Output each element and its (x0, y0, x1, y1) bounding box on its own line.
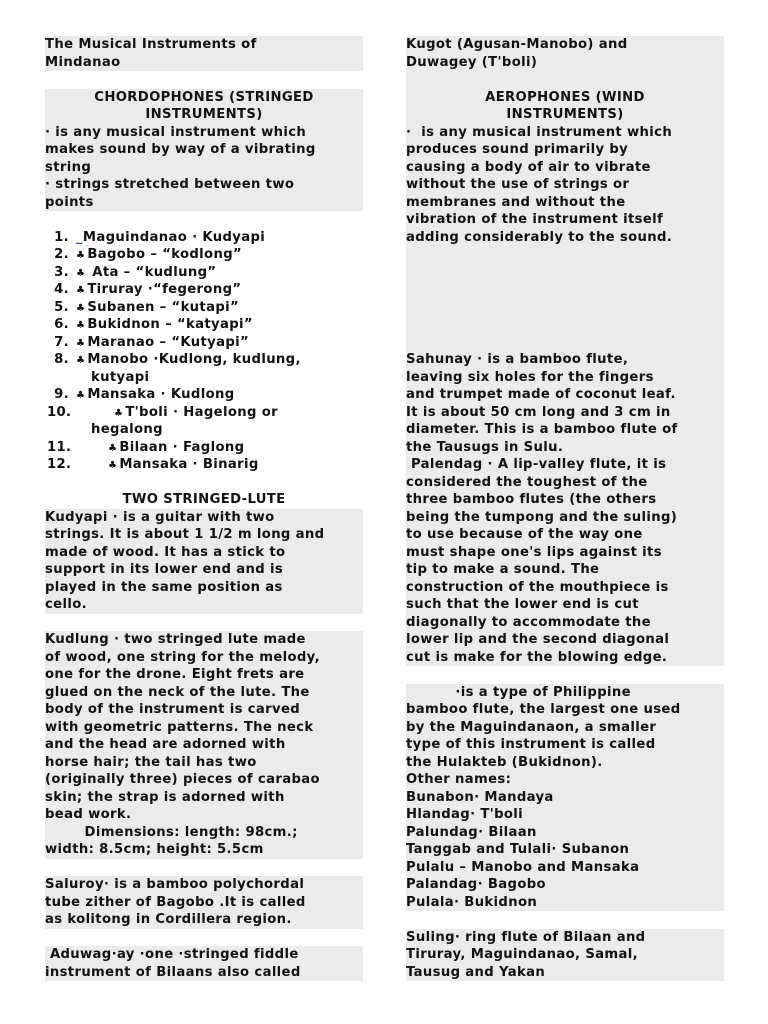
para-line: Kudlung · two stringed lute made (45, 632, 306, 647)
list-item (45, 229, 363, 247)
para-line: considered the toughest of the (406, 474, 648, 490)
club-icon: ♣ (76, 390, 86, 401)
para-line: tip to make a sound. The (406, 562, 600, 577)
para-line: Palendag · A lip-valley flute, it is (406, 457, 667, 472)
list-item-text: Bilaan · Faglong (119, 439, 245, 455)
aerophones-section (406, 36, 724, 351)
club-icon: ♣ (114, 407, 124, 419)
para-line: and the head are adorned with (45, 737, 286, 752)
para-line: Suling· ring flute of Bilaan and (406, 929, 646, 945)
section-heading: INSTRUMENTS) (506, 107, 624, 122)
para-line: Pulalu – Manobo and Mansaka (406, 859, 640, 875)
para-line: three bamboo flutes (the others (406, 492, 657, 507)
para-line: Palundag· Bilaan (406, 824, 537, 840)
list-number: 6. (54, 317, 69, 332)
para-line: with geometric patterns. The neck (45, 719, 314, 735)
definition-line: membranes and without the (406, 194, 626, 210)
philippine-flute-paragraph (406, 684, 724, 912)
club-icon: ♣ (76, 355, 86, 366)
list-number: 12. (47, 457, 72, 472)
title-line: The Musical Instruments of (45, 37, 257, 52)
para-line: Sahunay · is a bamboo flute, (406, 352, 629, 367)
para-line: (originally three) pieces of carabao (45, 772, 320, 787)
list-item (45, 439, 363, 457)
definition-line: causing a body of air to vibrate (406, 159, 651, 175)
list-number: 8. (54, 352, 69, 367)
para-line: Tiruray, Maguindanao, Samal, (406, 947, 638, 962)
para-line: bead work. (45, 807, 132, 822)
list-item (45, 246, 363, 264)
club-icon: ♣ (76, 302, 86, 314)
para-line: as kolitong in Cordillera region. (45, 912, 292, 927)
list-number: 11. (47, 439, 72, 455)
para-line: Dimensions: length: 98cm.; (45, 824, 298, 840)
list-number: 1. (54, 229, 69, 245)
list-item-text: Bukidnon – “katyapi” (87, 317, 253, 332)
section-heading: INSTRUMENTS) (145, 107, 263, 122)
kudlung-paragraph (45, 631, 363, 859)
para-line: Tanggab and Tulali· Subanon (406, 842, 630, 857)
list-item (45, 316, 363, 334)
list-number: 3. (54, 264, 69, 280)
para-line: Bunabon· Mandaya (406, 789, 554, 805)
club-icon: ♣ (108, 442, 118, 454)
aduwag-paragraph (45, 946, 363, 981)
suling-paragraph (406, 929, 724, 982)
para-line: skin; the strap is adorned with (45, 789, 285, 805)
list-item-text: Mansaka · Binarig (119, 457, 259, 472)
para-line: the Tausugs in Sulu. (406, 439, 564, 455)
para-line: played in the same position as (45, 579, 283, 595)
list-item-text: Maguindanao · Kudyapi (82, 229, 266, 245)
para-line: support in its lower end and is (45, 562, 284, 577)
list-item-text: Mansaka · Kudlong (87, 387, 235, 402)
definition-line: adding considerably to the sound. (406, 229, 673, 245)
definition-line: string (45, 159, 92, 175)
para-line: Other names: (406, 772, 512, 787)
list-item (45, 264, 363, 282)
club-icon: ♣ (108, 460, 118, 471)
para-line: cut is make for the blowing edge. (406, 649, 668, 665)
para-line: Saluroy· is a bamboo polychordal (45, 877, 305, 892)
list-item (45, 281, 363, 299)
para-line: width: 8.5cm; height: 5.5cm (45, 842, 264, 857)
definition-line: vibration of the instrument itself (406, 212, 664, 227)
para-line: lower lip and the second diagonal (406, 632, 670, 647)
list-number: 9. (54, 387, 69, 402)
list-number: 2. (54, 247, 69, 262)
title-line: Mindanao (45, 54, 121, 70)
para-line: must shape one's lips against its (406, 544, 662, 560)
chordophone-list (45, 229, 363, 474)
para-line: glued on the neck of the lute. The (45, 684, 310, 700)
definition-line: · is any musical instrument which (406, 124, 673, 140)
list-item-text: Subanen – “kutapi” (87, 299, 240, 315)
left-column (45, 36, 363, 981)
para-line: Tausug and Yakan (406, 964, 546, 980)
list-number: 7. (54, 334, 69, 350)
para-line: to use because of the way one (406, 527, 643, 542)
para-line: construction of the mouthpiece is (406, 579, 669, 595)
para-line: instrument of Bilaans also called (45, 964, 301, 980)
two-stringed-lute-heading: TWO STRINGED-LUTE (122, 492, 286, 507)
para-line: Kugot (Agusan-Manobo) and (406, 37, 628, 52)
para-line: cello. (45, 597, 87, 612)
definition-line: produces sound primarily by (406, 142, 629, 157)
definition-line: without the use of strings or (406, 177, 630, 192)
list-item-continuation: kutyapi (91, 369, 150, 385)
para-line: being the tumpong and the suling) (406, 509, 678, 525)
para-line: body of the instrument is carved (45, 702, 301, 717)
section-heading: CHORDOPHONES (STRINGED (94, 89, 314, 105)
club-icon: ♣ (76, 267, 86, 279)
para-line: Kudyapi · is a guitar with two (45, 509, 275, 525)
list-item-text: Bagobo – “kodlong” (87, 247, 243, 262)
para-line: and trumpet made of coconut leaf. (406, 387, 676, 402)
club-icon: ♣ (76, 337, 86, 349)
list-item-continuation: hegalong (91, 422, 163, 437)
para-line: Aduwag·ay ·one ·stringed fiddle (45, 947, 299, 962)
definition-line: · is any musical instrument which (45, 124, 307, 140)
list-item (45, 334, 363, 352)
para-line: Hlandag· T'boli (406, 807, 524, 822)
list-number: 5. (54, 299, 69, 315)
para-line: bamboo flute, the largest one used (406, 702, 681, 717)
definition-line: · strings stretched between two (45, 177, 295, 192)
club-icon: ♣ (76, 285, 86, 296)
para-line: horse hair; the tail has two (45, 754, 257, 770)
club-icon: ♣ (76, 250, 86, 261)
para-line: diameter. This is a bamboo flute of (406, 422, 678, 437)
para-line: by the Maguindanaon, a smaller (406, 719, 657, 735)
para-line: of wood, one string for the melody, (45, 649, 320, 665)
section-heading: AEROPHONES (WIND (485, 89, 645, 105)
document-title (45, 36, 363, 71)
para-line: diagonally to accommodate the (406, 614, 651, 630)
para-line: Pulala· Bukidnon (406, 894, 538, 910)
list-item (45, 456, 363, 474)
list-number: 4. (54, 282, 69, 297)
list-number: 10. (47, 404, 72, 420)
club-icon: ♣ (76, 320, 86, 331)
para-line: Duwagey (T'boli) (406, 54, 538, 70)
list-item (45, 404, 363, 422)
list-item (45, 299, 363, 317)
list-item (45, 386, 363, 404)
para-line: leaving six holes for the fingers (406, 369, 654, 385)
definition-line: points (45, 194, 94, 210)
right-column (406, 36, 724, 981)
sahunay-palendag-paragraph (406, 351, 724, 666)
para-line: one for the drone. Eight frets are (45, 667, 305, 682)
definition-line: makes sound by way of a vibrating (45, 142, 316, 157)
list-item-text: Manobo ·Kudlong, kudlung, (87, 352, 301, 367)
para-line: type of this instrument is called (406, 737, 656, 752)
para-line: tube zither of Bagobo .It is called (45, 894, 306, 910)
cursor-icon: _ (76, 229, 83, 245)
list-item-text: T'boli · Hagelong or (125, 404, 278, 420)
para-line: strings. It is about 1 1/2 m long and (45, 527, 325, 542)
para-line: made of wood. It has a stick to (45, 544, 286, 560)
para-line: ·is a type of Philippine (406, 684, 631, 700)
para-line: such that the lower end is cut (406, 597, 639, 612)
saluroy-paragraph (45, 876, 363, 929)
list-item-text: Ata – “kudlung” (87, 264, 217, 280)
para-line: the Hulakteb (Bukidnon). (406, 754, 603, 770)
kudyapi-paragraph (45, 509, 363, 614)
list-item-text: Tiruray ·“fegerong” (87, 282, 242, 297)
para-line: It is about 50 cm long and 3 cm in (406, 404, 671, 420)
list-item (45, 351, 363, 369)
chordophones-section (45, 89, 363, 212)
para-line: Palandag· Bagobo (406, 877, 546, 892)
list-item-text: Maranao – “Kutyapi” (87, 334, 249, 350)
